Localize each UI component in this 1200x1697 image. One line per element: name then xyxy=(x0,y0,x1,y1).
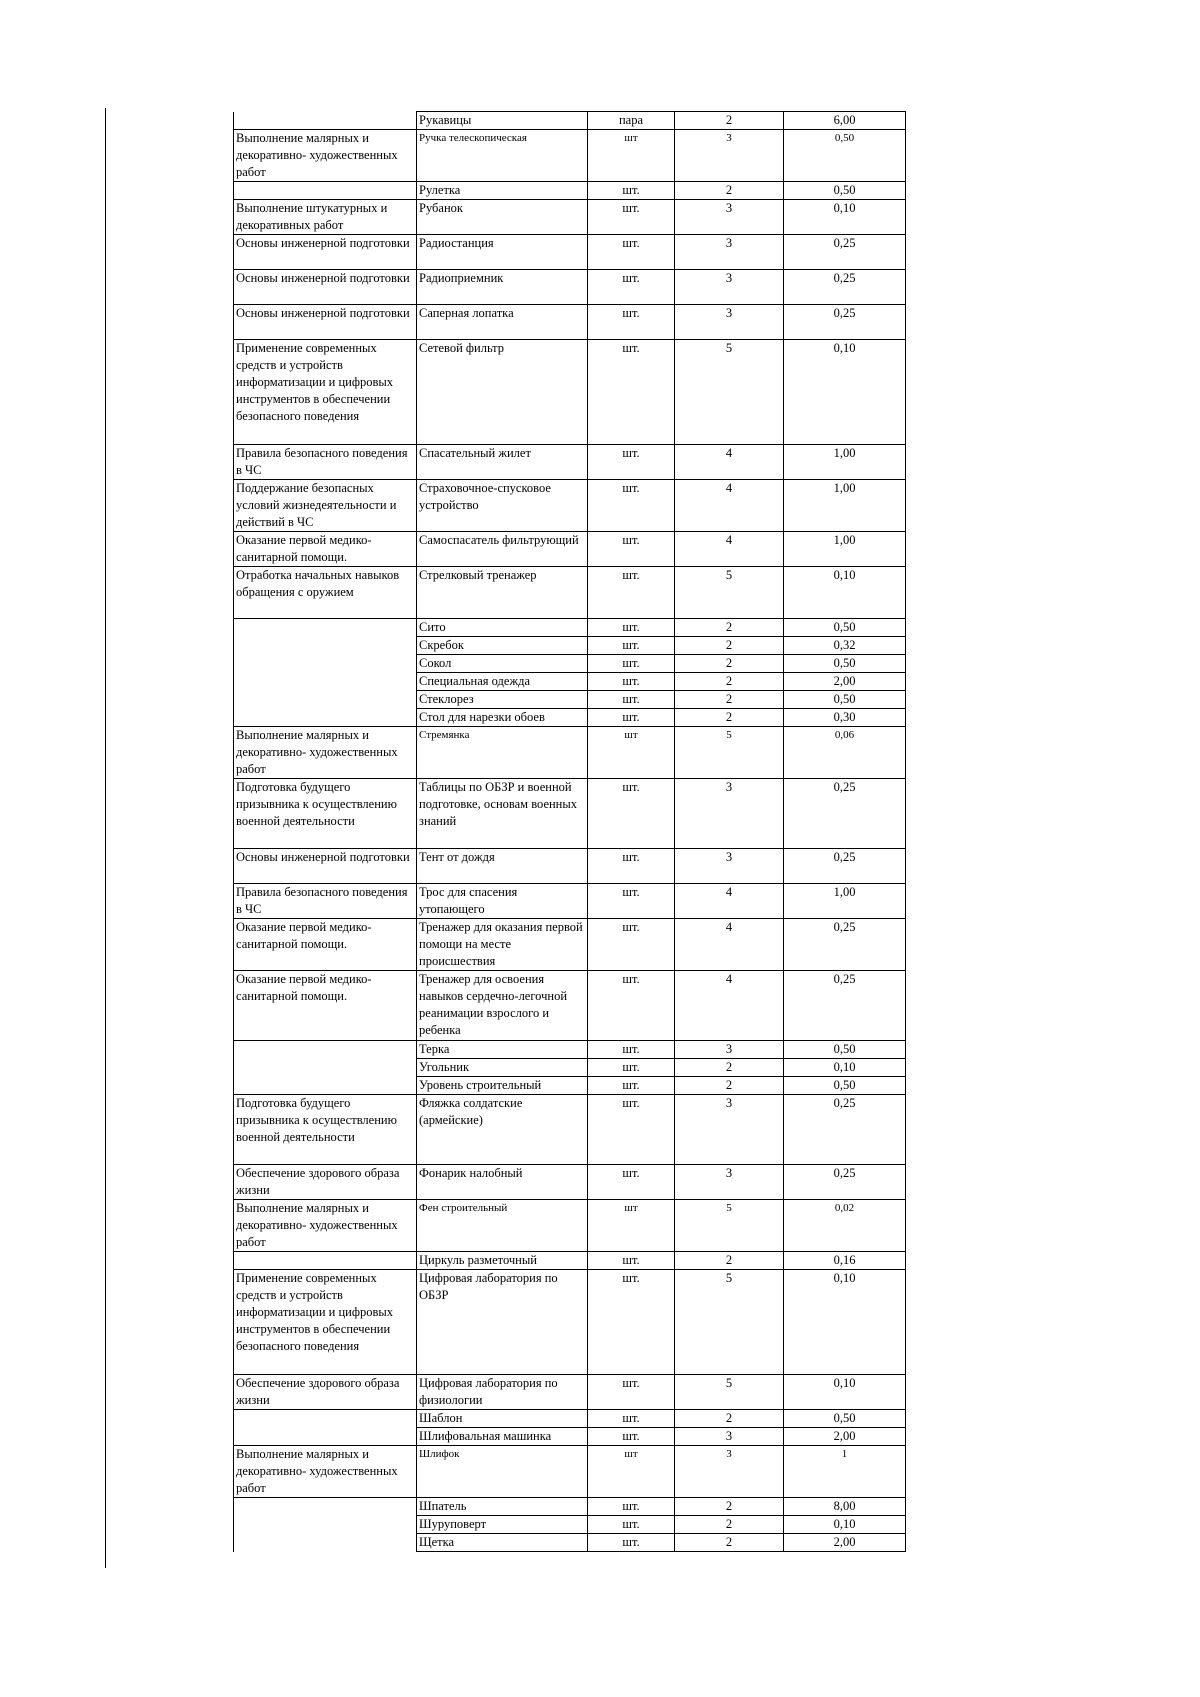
activity-cell: Основы инженерной подготовки xyxy=(234,235,417,270)
item-name-cell: Рубанок xyxy=(417,200,588,235)
table-row xyxy=(234,919,906,971)
norm-cell: 0,10 xyxy=(784,1516,906,1534)
table-row xyxy=(234,305,906,340)
item-name-cell: Стол для нарезки обоев xyxy=(417,709,588,727)
unit-cell: пара xyxy=(588,112,675,130)
quantity-cell: 3 xyxy=(675,130,784,182)
norm-cell: 0,02 xyxy=(784,1200,906,1252)
unit-cell: шт xyxy=(588,1200,675,1252)
unit-cell: шт xyxy=(588,130,675,182)
activity-cell: Выполнение малярных и декоративно- художественных работ xyxy=(234,130,417,182)
quantity-cell: 3 xyxy=(675,1041,784,1059)
quantity-cell: 2 xyxy=(675,1534,784,1552)
quantity-cell: 3 xyxy=(675,305,784,340)
item-name-cell: Страховочное-спусковое устройство xyxy=(417,480,588,532)
norm-cell: 0,25 xyxy=(784,849,906,884)
activity-cell xyxy=(234,1534,417,1552)
norm-cell: 0,16 xyxy=(784,1252,906,1270)
activity-cell: Правила безопасного поведения в ЧС xyxy=(234,884,417,919)
item-name-cell: Цифровая лаборатория по ОБЗР xyxy=(417,1270,588,1375)
activity-cell xyxy=(234,1410,417,1428)
activity-cell: Обеспечение здорового образа жизни xyxy=(234,1375,417,1410)
activity-cell: Оказание первой медико-санитарной помощи. xyxy=(234,532,417,567)
norm-cell: 1,00 xyxy=(784,884,906,919)
table-row xyxy=(234,1428,906,1446)
table-row xyxy=(234,673,906,691)
unit-cell: шт. xyxy=(588,182,675,200)
table-row xyxy=(234,1095,906,1165)
table-row xyxy=(234,567,906,619)
table-row xyxy=(234,709,906,727)
quantity-cell: 2 xyxy=(675,637,784,655)
quantity-cell: 3 xyxy=(675,1095,784,1165)
table-row xyxy=(234,779,906,849)
unit-cell: шт. xyxy=(588,1516,675,1534)
unit-cell: шт. xyxy=(588,480,675,532)
table-row xyxy=(234,270,906,305)
activity-cell xyxy=(234,182,417,200)
activity-cell: Основы инженерной подготовки xyxy=(234,849,417,884)
item-name-cell: Спасательный жилет xyxy=(417,445,588,480)
activity-cell xyxy=(234,655,417,673)
norm-cell: 1,00 xyxy=(784,532,906,567)
unit-cell: шт. xyxy=(588,1375,675,1410)
table-row xyxy=(234,727,906,779)
table-row xyxy=(234,1446,906,1498)
item-name-cell: Рулетка xyxy=(417,182,588,200)
norm-cell: 0,25 xyxy=(784,919,906,971)
item-name-cell: Фен строительный xyxy=(417,1200,588,1252)
unit-cell: шт. xyxy=(588,1252,675,1270)
table-row xyxy=(234,480,906,532)
item-name-cell: Шаблон xyxy=(417,1410,588,1428)
norm-cell: 8,00 xyxy=(784,1498,906,1516)
activity-cell: Отработка начальных навыков обращения с оружием xyxy=(234,567,417,619)
item-name-cell: Стремянка xyxy=(417,727,588,779)
norm-cell: 0,50 xyxy=(784,1077,906,1095)
unit-cell: шт. xyxy=(588,1077,675,1095)
norm-cell: 0,25 xyxy=(784,1095,906,1165)
quantity-cell: 2 xyxy=(675,1077,784,1095)
activity-cell: Основы инженерной подготовки xyxy=(234,270,417,305)
equipment-table xyxy=(233,111,906,1552)
activity-cell xyxy=(234,1252,417,1270)
quantity-cell: 4 xyxy=(675,971,784,1041)
item-name-cell: Тент от дождя xyxy=(417,849,588,884)
activity-cell xyxy=(234,619,417,637)
table-row xyxy=(234,235,906,270)
norm-cell: 0,50 xyxy=(784,182,906,200)
item-name-cell: Сокол xyxy=(417,655,588,673)
norm-cell: 0,10 xyxy=(784,1059,906,1077)
table-row xyxy=(234,637,906,655)
quantity-cell: 2 xyxy=(675,182,784,200)
norm-cell: 0,06 xyxy=(784,727,906,779)
activity-cell: Выполнение малярных и декоративно- художественных работ xyxy=(234,1200,417,1252)
activity-cell: Применение современных средств и устройств информатизации и цифровых инструментов в обеспечении безопасного поведения xyxy=(234,1270,417,1375)
activity-cell xyxy=(234,637,417,655)
quantity-cell: 5 xyxy=(675,1375,784,1410)
quantity-cell: 3 xyxy=(675,849,784,884)
item-name-cell: Самоспасатель фильтрующий xyxy=(417,532,588,567)
item-name-cell: Специальная одежда xyxy=(417,673,588,691)
unit-cell: шт. xyxy=(588,445,675,480)
item-name-cell: Ручка телескопическая xyxy=(417,130,588,182)
unit-cell: шт. xyxy=(588,779,675,849)
item-name-cell: Саперная лопатка xyxy=(417,305,588,340)
unit-cell: шт. xyxy=(588,1534,675,1552)
quantity-cell: 3 xyxy=(675,1446,784,1498)
unit-cell: шт xyxy=(588,1446,675,1498)
item-name-cell: Таблицы по ОБЗР и военной подготовке, основам военных знаний xyxy=(417,779,588,849)
unit-cell: шт. xyxy=(588,567,675,619)
unit-cell: шт. xyxy=(588,305,675,340)
item-name-cell: Радиоприемник xyxy=(417,270,588,305)
unit-cell: шт xyxy=(588,727,675,779)
activity-cell xyxy=(234,112,417,130)
activity-cell: Поддержание безопасных условий жизнедеятельности и действий в ЧС xyxy=(234,480,417,532)
item-name-cell: Цифровая лаборатория по физиологии xyxy=(417,1375,588,1410)
activity-cell xyxy=(234,1498,417,1516)
table-row xyxy=(234,1165,906,1200)
unit-cell: шт. xyxy=(588,919,675,971)
table-row xyxy=(234,884,906,919)
item-name-cell: Радиостанция xyxy=(417,235,588,270)
quantity-cell: 4 xyxy=(675,919,784,971)
norm-cell: 0,25 xyxy=(784,971,906,1041)
unit-cell: шт. xyxy=(588,340,675,445)
unit-cell: шт. xyxy=(588,1270,675,1375)
norm-cell: 0,25 xyxy=(784,235,906,270)
table-row xyxy=(234,1534,906,1552)
quantity-cell: 2 xyxy=(675,655,784,673)
item-name-cell: Угольник xyxy=(417,1059,588,1077)
activity-cell: Обеспечение здорового образа жизни xyxy=(234,1165,417,1200)
activity-cell: Применение современных средств и устройств информатизации и цифровых инструментов в обеспечении безопасного поведения xyxy=(234,340,417,445)
norm-cell: 0,50 xyxy=(784,1041,906,1059)
unit-cell: шт. xyxy=(588,1498,675,1516)
quantity-cell: 5 xyxy=(675,1200,784,1252)
quantity-cell: 4 xyxy=(675,480,784,532)
table-row xyxy=(234,971,906,1041)
table-row xyxy=(234,655,906,673)
norm-cell: 0,50 xyxy=(784,691,906,709)
quantity-cell: 2 xyxy=(675,709,784,727)
table-row xyxy=(234,445,906,480)
norm-cell: 6,00 xyxy=(784,112,906,130)
quantity-cell: 2 xyxy=(675,1252,784,1270)
item-name-cell: Циркуль разметочный xyxy=(417,1252,588,1270)
norm-cell: 0,10 xyxy=(784,1270,906,1375)
quantity-cell: 5 xyxy=(675,1270,784,1375)
norm-cell: 2,00 xyxy=(784,1428,906,1446)
activity-cell: Оказание первой медико-санитарной помощи. xyxy=(234,971,417,1041)
quantity-cell: 4 xyxy=(675,532,784,567)
item-name-cell: Рукавицы xyxy=(417,112,588,130)
table-row xyxy=(234,849,906,884)
table-row xyxy=(234,1516,906,1534)
activity-cell xyxy=(234,1077,417,1095)
item-name-cell: Тренажер для оказания первой помощи на месте происшествия xyxy=(417,919,588,971)
activity-cell xyxy=(234,673,417,691)
activity-cell: Правила безопасного поведения в ЧС xyxy=(234,445,417,480)
activity-cell: Выполнение малярных и декоративно- художественных работ xyxy=(234,727,417,779)
unit-cell: шт. xyxy=(588,1410,675,1428)
norm-cell: 0,50 xyxy=(784,1410,906,1428)
quantity-cell: 3 xyxy=(675,235,784,270)
unit-cell: шт. xyxy=(588,884,675,919)
quantity-cell: 2 xyxy=(675,1410,784,1428)
item-name-cell: Шуруповерт xyxy=(417,1516,588,1534)
unit-cell: шт. xyxy=(588,235,675,270)
table-row xyxy=(234,532,906,567)
activity-cell: Основы инженерной подготовки xyxy=(234,305,417,340)
quantity-cell: 2 xyxy=(675,691,784,709)
norm-cell: 0,25 xyxy=(784,779,906,849)
norm-cell: 2,00 xyxy=(784,673,906,691)
item-name-cell: Терка xyxy=(417,1041,588,1059)
equipment-table-body xyxy=(234,112,906,1552)
norm-cell: 0,10 xyxy=(784,567,906,619)
table-row xyxy=(234,1252,906,1270)
quantity-cell: 4 xyxy=(675,884,784,919)
item-name-cell: Сетевой фильтр xyxy=(417,340,588,445)
activity-cell: Оказание первой медико-санитарной помощи. xyxy=(234,919,417,971)
quantity-cell: 3 xyxy=(675,1428,784,1446)
table-row xyxy=(234,1375,906,1410)
item-name-cell: Фляжка солдатские (армейские) xyxy=(417,1095,588,1165)
item-name-cell: Скребок xyxy=(417,637,588,655)
quantity-cell: 4 xyxy=(675,445,784,480)
norm-cell: 0,50 xyxy=(784,655,906,673)
unit-cell: шт. xyxy=(588,1095,675,1165)
table-row xyxy=(234,340,906,445)
unit-cell: шт. xyxy=(588,270,675,305)
quantity-cell: 5 xyxy=(675,340,784,445)
unit-cell: шт. xyxy=(588,637,675,655)
table-row xyxy=(234,112,906,130)
unit-cell: шт. xyxy=(588,691,675,709)
unit-cell: шт. xyxy=(588,655,675,673)
item-name-cell: Шлифовальная машинка xyxy=(417,1428,588,1446)
norm-cell: 2,00 xyxy=(784,1534,906,1552)
norm-cell: 0,32 xyxy=(784,637,906,655)
item-name-cell: Стрелковый тренажер xyxy=(417,567,588,619)
quantity-cell: 2 xyxy=(675,619,784,637)
table-row xyxy=(234,130,906,182)
activity-cell: Выполнение малярных и декоративно- художественных работ xyxy=(234,1446,417,1498)
quantity-cell: 2 xyxy=(675,1516,784,1534)
norm-cell: 0,10 xyxy=(784,1375,906,1410)
norm-cell: 0,25 xyxy=(784,1165,906,1200)
norm-cell: 0,10 xyxy=(784,340,906,445)
unit-cell: шт. xyxy=(588,1059,675,1077)
activity-cell xyxy=(234,1516,417,1534)
left-margin-rule xyxy=(105,108,106,1568)
unit-cell: шт. xyxy=(588,619,675,637)
activity-cell xyxy=(234,1059,417,1077)
quantity-cell: 5 xyxy=(675,567,784,619)
unit-cell: шт. xyxy=(588,200,675,235)
activity-cell: Выполнение штукатурных и декоративных работ xyxy=(234,200,417,235)
item-name-cell: Шлифок xyxy=(417,1446,588,1498)
norm-cell: 0,50 xyxy=(784,130,906,182)
norm-cell: 0,30 xyxy=(784,709,906,727)
table-row xyxy=(234,1059,906,1077)
norm-cell: 0,25 xyxy=(784,270,906,305)
item-name-cell: Сито xyxy=(417,619,588,637)
table-row xyxy=(234,1410,906,1428)
table-row xyxy=(234,691,906,709)
unit-cell: шт. xyxy=(588,1428,675,1446)
quantity-cell: 2 xyxy=(675,1498,784,1516)
quantity-cell: 5 xyxy=(675,727,784,779)
activity-cell xyxy=(234,1428,417,1446)
unit-cell: шт. xyxy=(588,532,675,567)
quantity-cell: 2 xyxy=(675,112,784,130)
activity-cell xyxy=(234,1041,417,1059)
unit-cell: шт. xyxy=(588,709,675,727)
activity-cell: Подготовка будущего призывника к осуществлению военной деятельности xyxy=(234,1095,417,1165)
quantity-cell: 3 xyxy=(675,1165,784,1200)
quantity-cell: 3 xyxy=(675,779,784,849)
item-name-cell: Шпатель xyxy=(417,1498,588,1516)
quantity-cell: 2 xyxy=(675,673,784,691)
quantity-cell: 3 xyxy=(675,270,784,305)
quantity-cell: 3 xyxy=(675,200,784,235)
unit-cell: шт. xyxy=(588,673,675,691)
item-name-cell: Трос для спасения утопающего xyxy=(417,884,588,919)
item-name-cell: Тренажер для освоения навыков сердечно-легочной реанимации взрослого и ребенка xyxy=(417,971,588,1041)
item-name-cell: Уровень строительный xyxy=(417,1077,588,1095)
item-name-cell: Щетка xyxy=(417,1534,588,1552)
table-row xyxy=(234,619,906,637)
norm-cell: 1,00 xyxy=(784,480,906,532)
unit-cell: шт. xyxy=(588,849,675,884)
table-row xyxy=(234,182,906,200)
norm-cell: 0,25 xyxy=(784,305,906,340)
norm-cell: 1 xyxy=(784,1446,906,1498)
norm-cell: 0,10 xyxy=(784,200,906,235)
norm-cell: 0,50 xyxy=(784,619,906,637)
quantity-cell: 2 xyxy=(675,1059,784,1077)
table-row xyxy=(234,1270,906,1375)
item-name-cell: Фонарик налобный xyxy=(417,1165,588,1200)
activity-cell xyxy=(234,691,417,709)
norm-cell: 1,00 xyxy=(784,445,906,480)
unit-cell: шт. xyxy=(588,971,675,1041)
table-row xyxy=(234,1498,906,1516)
unit-cell: шт. xyxy=(588,1165,675,1200)
table-row xyxy=(234,1200,906,1252)
activity-cell xyxy=(234,709,417,727)
unit-cell: шт. xyxy=(588,1041,675,1059)
table-row xyxy=(234,200,906,235)
activity-cell: Подготовка будущего призывника к осуществлению военной деятельности xyxy=(234,779,417,849)
item-name-cell: Стеклорез xyxy=(417,691,588,709)
table-row xyxy=(234,1077,906,1095)
table-row xyxy=(234,1041,906,1059)
